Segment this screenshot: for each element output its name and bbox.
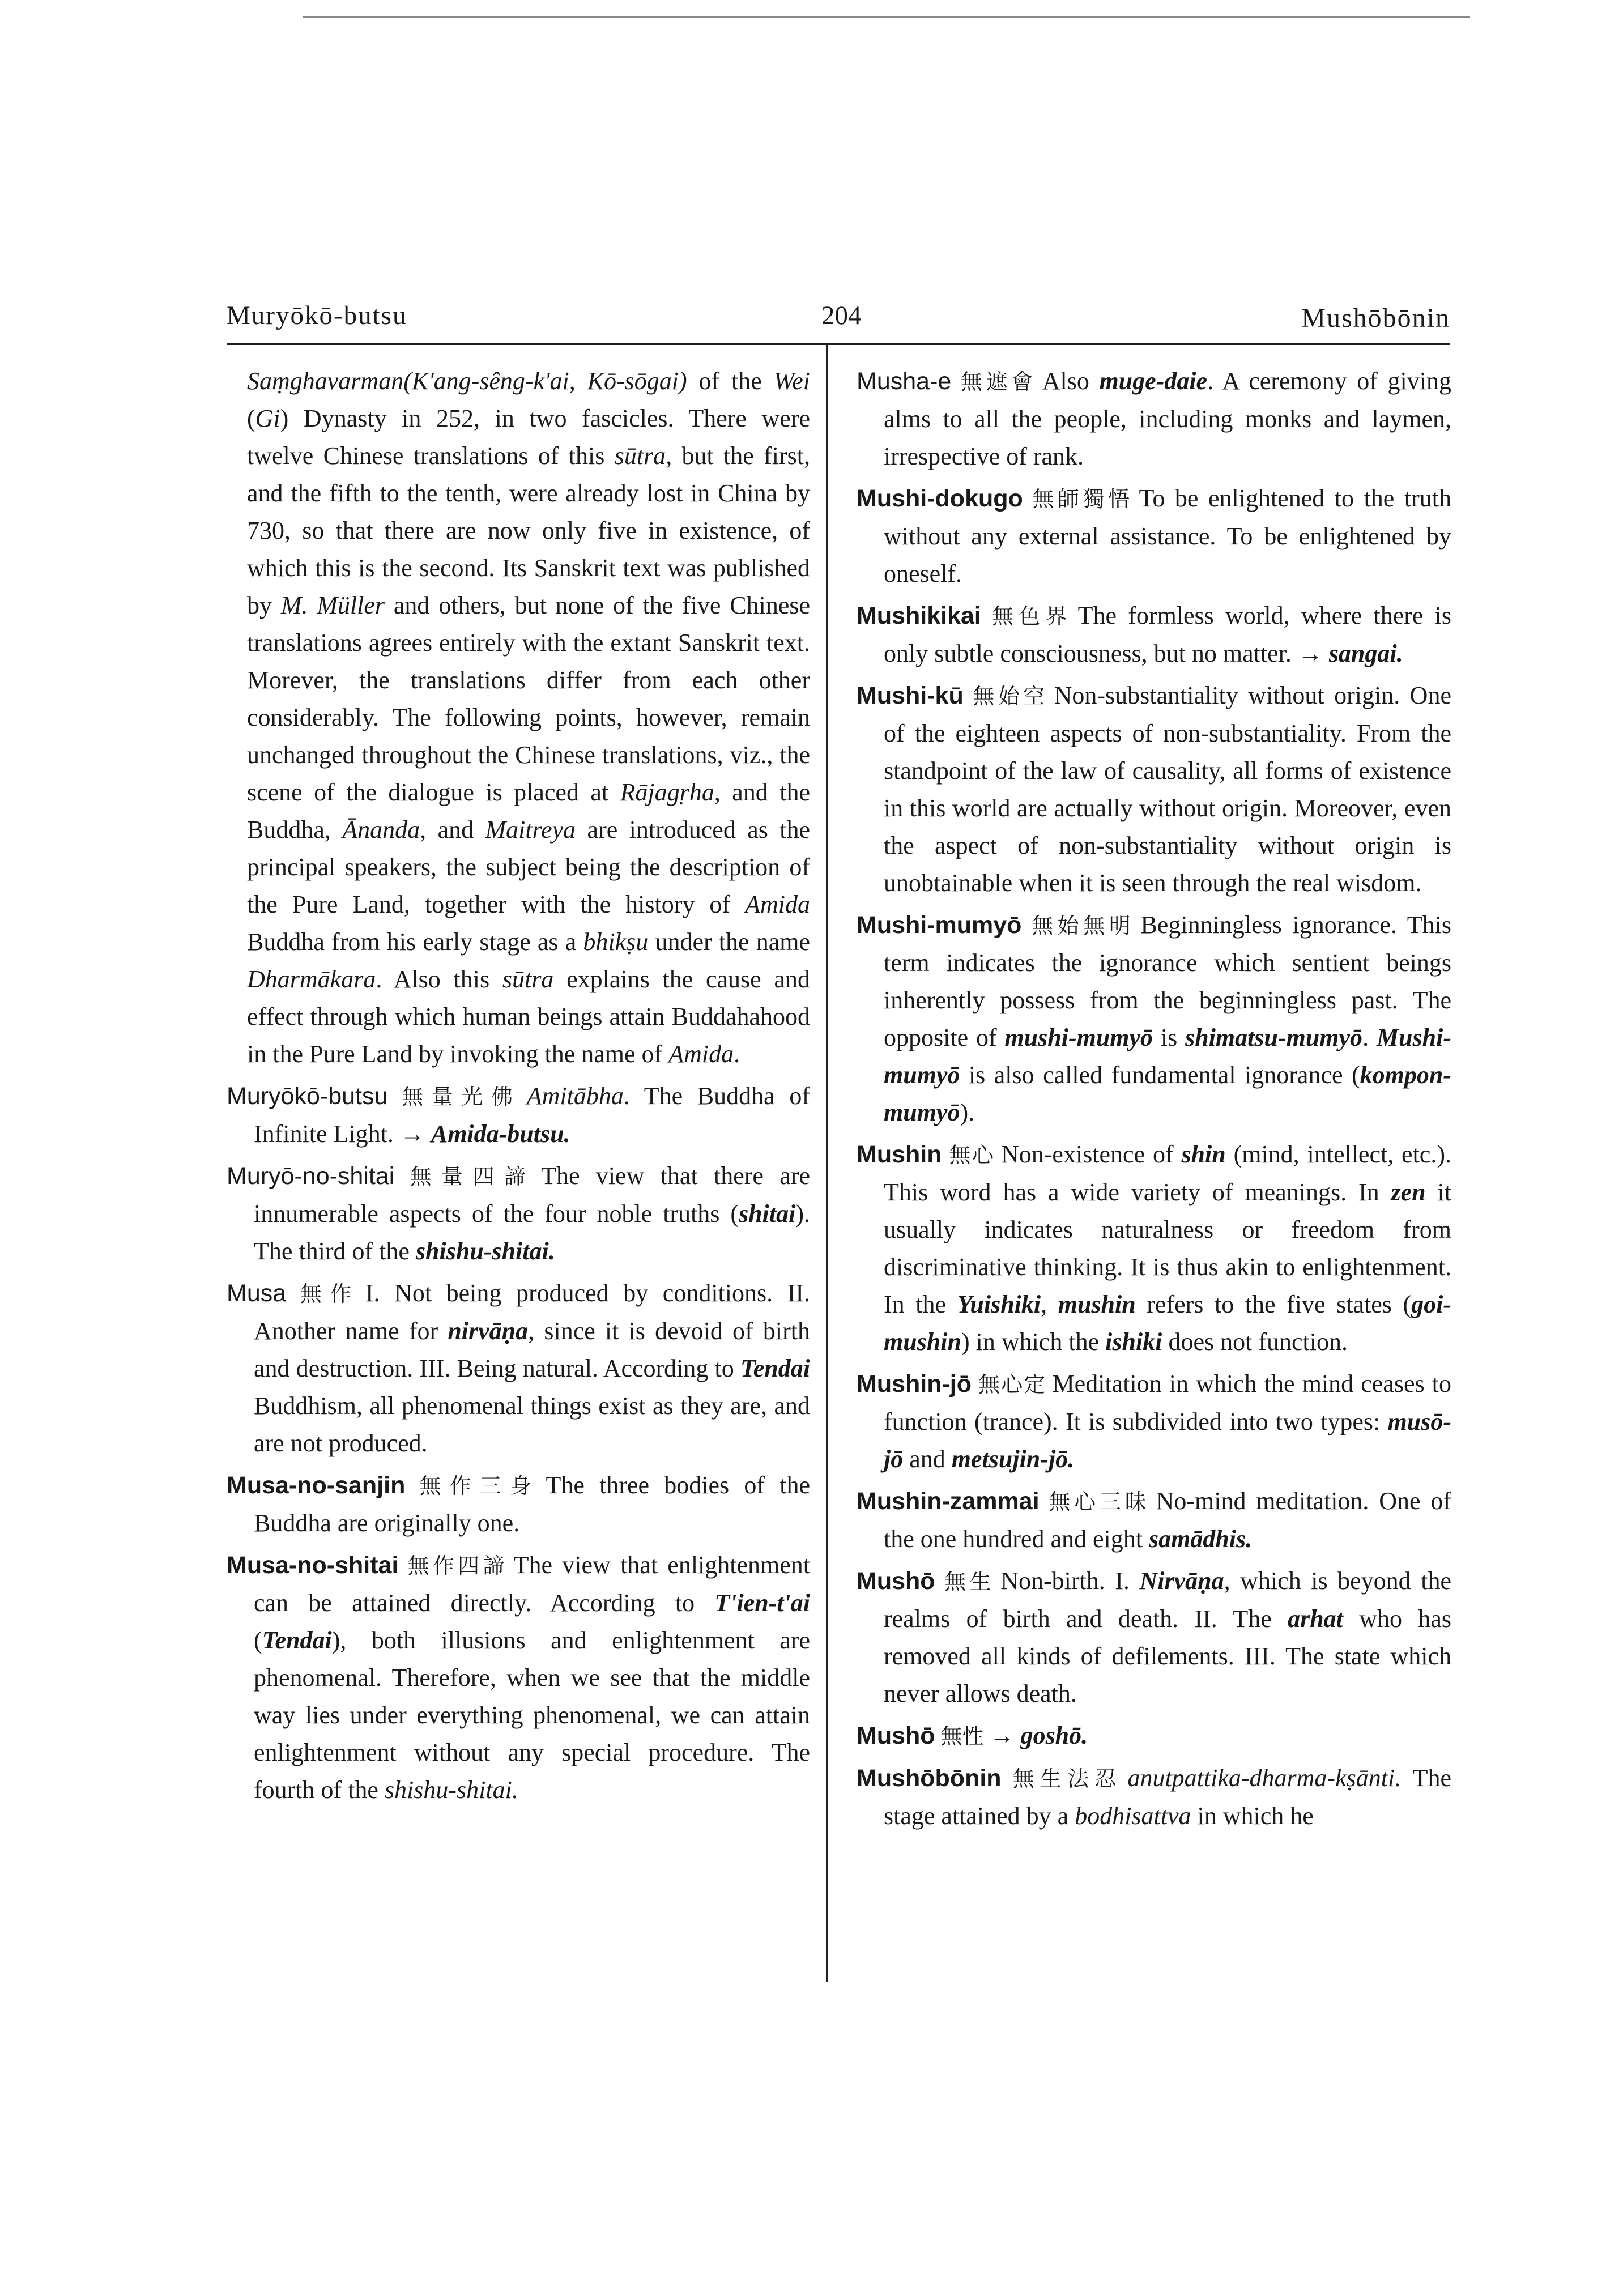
kanji: 無始無明 <box>1027 913 1135 938</box>
headword: Mushikikai <box>857 602 981 629</box>
kanji: 無心定 <box>977 1372 1047 1397</box>
kanji: 無生法忍 <box>1007 1766 1122 1791</box>
headword: Muryōkō-butsu <box>227 1083 388 1110</box>
kanji: 無心三昧 <box>1045 1489 1151 1514</box>
entry-muryo-no-shitai: Muryō-no-shitai 無量四諦 The view that there are innumerable aspects of the four noble truths (shitai). The third of the shishu-shitai. <box>227 1162 810 1265</box>
entry-mushin: Mushin 無心 Non-existence of shin (mind, intellect, etc.). This word has a wide variety of meanings. In zen it usually indicates naturalness or freedom from discriminative thinking. It is thus akin to enlightenment. In the Yuishiki, mushin refers to the five states (goi-mushin) in which the ishiki does not function. <box>857 1140 1452 1356</box>
headword: Mushi-kū <box>857 682 964 709</box>
header-right-guide-word: Mushōbōnin <box>1301 303 1450 333</box>
entry-mushi-mumyo: Mushi-mumyō 無始無明 Beginningless ignorance. This term indicates the ignorance which sentient beings inherently possess from the beginningless past. The opposite of mushi-mumyō is shimatsu-mumyō. Mushi-mumyō is also called fundamental ignorance (kompon-mumyō). <box>857 911 1451 1126</box>
entry-mushin-jo: Mushin-jō 無心定 Meditation in which the mind ceases to function (trance). It is subdivided into two types: musō-jō and metsujin-jō. <box>857 1370 1451 1473</box>
left-column <box>227 363 810 1813</box>
entry-musha-e: Musha-e 無遮會 Also muge-daie. A ceremony of giving alms to all the people, including monks and laymen, irrespective of rank. <box>857 367 1451 470</box>
kanji: 無心 <box>947 1143 995 1168</box>
entry-musho-nature: Mushō 無性 → goshō. <box>857 1722 1088 1749</box>
headword: Musa-no-sanjin <box>227 1472 406 1499</box>
kanji: 無師獨悟 <box>1028 487 1134 512</box>
entry-musa-no-sanjin: Musa-no-sanjin 無作三身 The three bodies of the Buddha are originally one. <box>227 1471 810 1537</box>
headword: Mushōbōnin <box>857 1765 1002 1792</box>
column-divider <box>826 344 828 1982</box>
headword: Mushin <box>857 1141 942 1168</box>
entry-musa-no-shitai: Musa-no-shitai 無作四諦 The view that enlightenment can be attained directly. According to T'ien-t'ai (Tendai), both illusions and enlightenment are phenomenal. Therefore, when we see that the middle way lies under everything phenomenal, we can attain enlightenment without any special procedure. The fourth of the shishu-shitai. <box>227 1551 810 1804</box>
entry-mushobonin: Mushōbōnin 無生法忍 anutpattika-dharma-kṣānti. The stage attained by a bodhisattva in which he <box>857 1764 1451 1830</box>
entry-mushikikai: Mushikikai 無色界 The formless world, where there is only subtle consciousness, but no matter. → sangai. <box>857 602 1451 667</box>
top-scan-rule <box>303 16 1470 18</box>
kanji: 無遮會 <box>957 369 1037 394</box>
kanji: 無作四諦 <box>404 1553 508 1578</box>
kanji: 無生 <box>940 1569 995 1594</box>
headword: Mushō <box>857 1722 935 1749</box>
kanji: 無性 <box>940 1724 984 1749</box>
headword: Mushō <box>857 1567 935 1595</box>
kanji: 無始空 <box>969 684 1049 709</box>
cross-reference-arrow: → <box>1297 640 1323 667</box>
headword: Mushin-jō <box>857 1370 972 1398</box>
entry-mushin-zammai: Mushin-zammai 無心三昧 No-mind meditation. One of the one hundred and eight samādhis. <box>857 1487 1451 1553</box>
right-column <box>857 363 1451 1839</box>
headword: Mushi-mumyō <box>857 911 1022 939</box>
headword: Musa-no-shitai <box>227 1552 399 1579</box>
kanji: 無量四諦 <box>400 1164 536 1189</box>
entry-musho-non-birth: Mushō 無生 Non-birth. I. Nirvāṇa, which is beyond the realms of birth and death. II. The arhat who has removed all kinds of defilements. III. The state which never allows death. <box>857 1567 1451 1707</box>
header-left-guide-word: Muryōkō-butsu <box>227 301 407 330</box>
entry-muryoko-butsu: Muryōkō-butsu 無量光佛 Amitābha. The Buddha of Infinite Light. → Amida-butsu. <box>227 1082 810 1148</box>
cross-reference-arrow: → <box>989 1722 1015 1749</box>
headword: Musa <box>227 1280 287 1307</box>
entry-musa: Musa 無作 I. Not being produced by conditions. II. Another name for nirvāṇa, since it is devoid of birth and destruction. III. Being natural. According to Tendai Buddhism, all phenomenal things exist as they are, and are not produced. <box>227 1279 810 1457</box>
headword: Muryō-no-shitai <box>227 1162 395 1190</box>
header-rule <box>227 343 1450 345</box>
cross-reference-arrow: → <box>399 1120 425 1148</box>
kanji: 無作三身 <box>411 1473 540 1498</box>
headword: Mushin-zammai <box>857 1488 1040 1515</box>
kanji: 無作 <box>292 1281 360 1306</box>
headword: Mushi-dokugo <box>857 485 1023 512</box>
kanji: 無色界 <box>986 604 1072 629</box>
headword: Musha-e <box>857 368 952 395</box>
page-number: 204 <box>821 301 862 330</box>
entry-mushi-dokugo: Mushi-dokugo 無師獨悟 To be enlightened to the truth without any external assistance. To be enlightened by oneself. <box>857 484 1451 587</box>
entry-mushi-ku: Mushi-kū 無始空 Non-substantiality without origin. One of the eighteen aspects of non-substantiality. From the standpoint of the law of causality, all forms of existence in this world are actually without origin. Moreover, even the aspect of non-substantiality without origin is unobtainable when it is seen through the real wisdom. <box>857 681 1451 897</box>
entry-continuation: Saṃghavarman(K'ang-sêng-k'ai, Kō-sōgai) of the Wei (Gi) Dynasty in 252, in two fascicles. There were twelve Chinese translations of this sūtra, but the first, and the fifth to the tenth, were already lost in China by 730, so that there are now only five in existence, of which this is the second. Its Sanskrit text was published by M. Müller and others, but none of the five Chinese translations agrees entirely with the extant Sanskrit text. Morever, the translations differ from each other considerably. The following points, however, remain unchanged throughout the Chinese translations, viz., the scene of the dialogue is placed at Rājagṛha, and the Buddha, Ānanda, and Maitreya are introduced as the principal speakers, the subject being the description of the Pure Land, together with the history of Amida Buddha from his early stage as a bhikṣu under the name Dharmākara. Also this sūtra explains the cause and effect through which human beings attain Buddahahood in the Pure Land by invoking the name of Amida. <box>247 367 811 1068</box>
kanji: 無量光佛 <box>393 1084 521 1109</box>
